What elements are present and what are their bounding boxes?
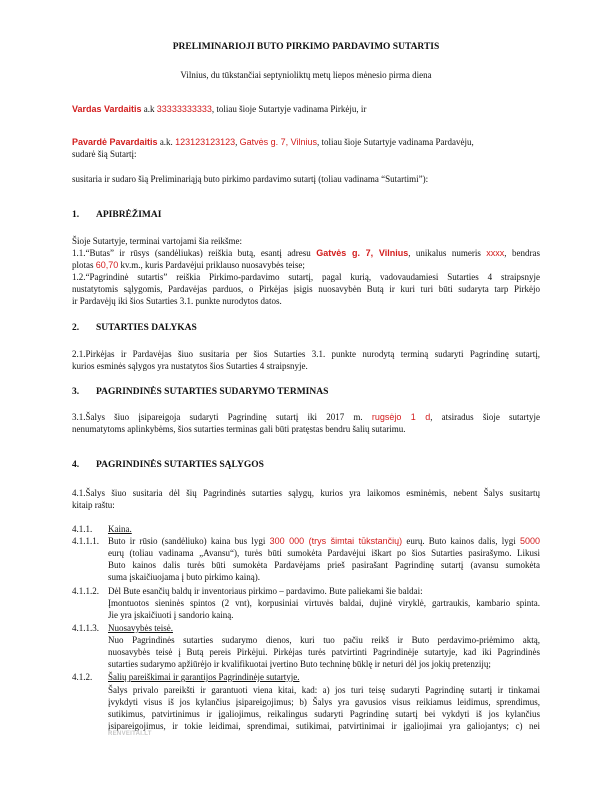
item-line: sutikimus, patvirtinimus ir įgaliojimus, reikalingus sudaryti Pagrindinę sutartį bei vykdyti iš jos kylančius [108, 709, 540, 719]
buyer-line [72, 104, 366, 116]
item-line: Jie yra įskaičiuoti į sandorio kainą. [108, 610, 234, 620]
item-line: Buto kainos dalis turės būti sumokėta Pardavėjams prieš pasirašant Pagrindinę sutartį (avansu sumokėta [108, 560, 540, 570]
seller-line-2: sudarė šią Sutartį: [72, 149, 137, 159]
item-line: Dėl Bute esančių baldų ir inventoriaus pirkimo – pardavimo. Bute paliekami šie baldai: [108, 586, 423, 596]
section-number: 2. [72, 323, 80, 333]
item-line: Šalys privalo pareikšti ir garantuoti viena kitai, kad: a) jos turi teisę sudaryti Pagrindinę sutartį ir tinkamai [108, 685, 540, 695]
apartment-address: Gatvės g. 7, Vilnius [316, 248, 409, 258]
buyer-code-label: a.k [141, 104, 157, 114]
seller-name: Pavardė Pavardaitis [72, 137, 158, 147]
s4-line: kitaip raštu: [72, 500, 115, 510]
s4-line: 4.1.Šalys šiuo susitaria dėl šių Pagrindinės sutarties sąlygų, kurios yra laikomos esminėmis, nebent Šalys susitartų [72, 488, 540, 498]
section-2-heading [72, 323, 197, 333]
section-number: 3. [72, 387, 80, 397]
item-line: suma įskaičiuojama į buto pirkimo kainą). [108, 572, 260, 582]
seller-address: Gatvės g. 7, Vilnius [239, 137, 318, 147]
item-line: įsipareigojimus, ir tokie leidimai, sprendimai, sutikimai, patvirtinimai ir įgaliojimai yra galiojantys; c) nei [108, 721, 540, 731]
s2-line: 2.1.Pirkėjas ir Pardavėjas šiuo susitaria per šios Sutarties 3.1. punkte nurodytą terminą sudaryti Pagrindinę sutartį, [72, 349, 540, 359]
item-line: eurų (toliau vadinama „Avansu“), turės būti sumokėta Pardavėjui iškart po šios Sutarties pasirašymo. Likusi [108, 548, 540, 558]
watermark: RENVEITAI.LT [108, 731, 152, 737]
item-number: 4.1.1.1. [72, 536, 99, 546]
section-title: PAGRINDINĖS SUTARTIES SĄLYGOS [96, 460, 264, 470]
section-4-heading [72, 460, 264, 470]
item-line: sutarties sudarymo apžiūrėjo ir kvalifikuotai įvertino Buto techninę būklę ir neturi dėl jos jokių pretenzijų; [108, 659, 491, 669]
buyer-text: , toliau šioje Sutartyje vadinama Pirkėju, ir [211, 104, 367, 114]
place-date: Vilnius, du tūkstančiai septynioliktų metų liepos mėnesio pirma diena [180, 70, 432, 80]
item-number: 4.1.1.3. [72, 623, 99, 633]
s1-line: 1.1.“Butas” ir rūsys (sandėliukas) reiškia butą, esantį adresu Gatvės g. 7, Vilnius, unikalus numeris xxxx, bendras [72, 248, 540, 258]
section-number: 4. [72, 460, 80, 470]
section-title: SUTARTIES DALYKAS [96, 323, 197, 333]
buyer-code: 33333333333 [156, 104, 212, 114]
s1-line: Šioje Sutartyje, terminai vartojami šia reikšme: [72, 236, 242, 246]
section-1-heading [72, 210, 161, 220]
price: 300 000 (trys šimtai tūkstančių) [269, 536, 403, 546]
apartment-area: 60,70 [95, 260, 119, 270]
item-line: nuosavybės teisė į Butą pereis Pirkėjui. Pirkėjas turės patvirtinti Pagrindinėje sutartyje, kad iki Pagrindinės [108, 647, 540, 657]
deadline-date: rugsėjo 1 d [371, 412, 431, 422]
section-number: 1. [72, 210, 80, 220]
seller-text: , toliau šioje Sutartyje vadinama Pardavėju, [317, 137, 474, 147]
item-line: įvykdyti visus iš jos kylančius įsipareigojimus; b) Šalys yra gavusios visus reikiamus leidimus, sprendimus, [108, 697, 540, 707]
s2-line: kurios esminės sąlygos yra nustatytos šios Sutarties 4 straipsnyje. [72, 361, 308, 371]
item-line: Įmontuotos sieninės spintos (2 vnt), korpusiniai virtuvės baldai, dujinė viryklė, gartraukis, kambario spinta. [108, 598, 540, 608]
intro-text: susitaria ir sudaro šią Preliminariąją buto pirkimo pardavimo sutartį (toliau vadinama “Sutartimi”): [72, 174, 429, 184]
buyer-name: Vardas Vardaitis [72, 104, 142, 114]
item-title: Kaina. [108, 524, 132, 534]
section-title: PAGRINDINĖS SUTARTIES SUDARYMO TERMINAS [96, 387, 329, 397]
item-number: 4.1.2. [72, 672, 93, 682]
seller-line [72, 137, 474, 149]
advance-amount: 5000 [519, 536, 541, 546]
s3-line: 3.1.Šalys šiuo įsipareigoja sudaryti Pagrindinę sutartį iki 2017 m. rugsėjo 1 d, atsiradus šioje sutartyje [72, 412, 541, 422]
s1-line: plotas 60,70 kv.m., kuris Pardavėjui priklauso nuosavybės teise; [72, 260, 305, 270]
item-line: Buto ir rūsio (sandėliuko) kaina bus lygi 300 000 (trys šimtai tūkstančių) eurų. Buto kainos dalis, lygi 5000 [108, 536, 541, 546]
section-title: APIBRĖŽIMAI [96, 210, 162, 220]
item-title: Nuosavybės teisė. [108, 623, 173, 633]
seller-code-label: a.k. [157, 137, 176, 147]
page-title: PRELIMINARIOJI BUTO PIRKIMO PARDAVIMO SUTARTIS [172, 42, 440, 52]
item-number: 4.1.1.2. [72, 586, 99, 596]
item-number: 4.1.1. [72, 524, 93, 534]
s1-line: 1.2.“Pagrindinė sutartis” reiškia Pirkimo-pardavimo sutartį, pagal kurią, vadovaudamiesi Sutarties 4 straipsnyje [72, 272, 540, 282]
s3-line: nenumatytoms aplinkybėms, šios sutarties terminas gali būti pratęstas bendru šalių sutarimu. [72, 424, 406, 434]
item-title: Šalių pareiškimai ir garantijos Pagrindinėje sutartyje. [108, 672, 300, 682]
section-3-heading [72, 387, 328, 397]
s1-line: nustatytomis sąlygomis, Pardavėjas parduos, o Pirkėjas įsigis nuosavybėn Butą ir kuri turi būti sudaryta tarp Pirkėjo [72, 284, 540, 294]
seller-code: 123123123123 [175, 137, 236, 147]
item-line: Nuo Pagrindinės sutarties sudarymo dienos, kuri tuo pačiu reikš ir Buto perdavimo-priėmimo aktą, [108, 635, 540, 645]
seller-sep: , [235, 137, 240, 147]
unique-number: xxxx [486, 248, 505, 258]
s1-line: ir Pardavėjų iki šios Sutarties 3.1. punkte nurodytos datos. [72, 296, 282, 306]
